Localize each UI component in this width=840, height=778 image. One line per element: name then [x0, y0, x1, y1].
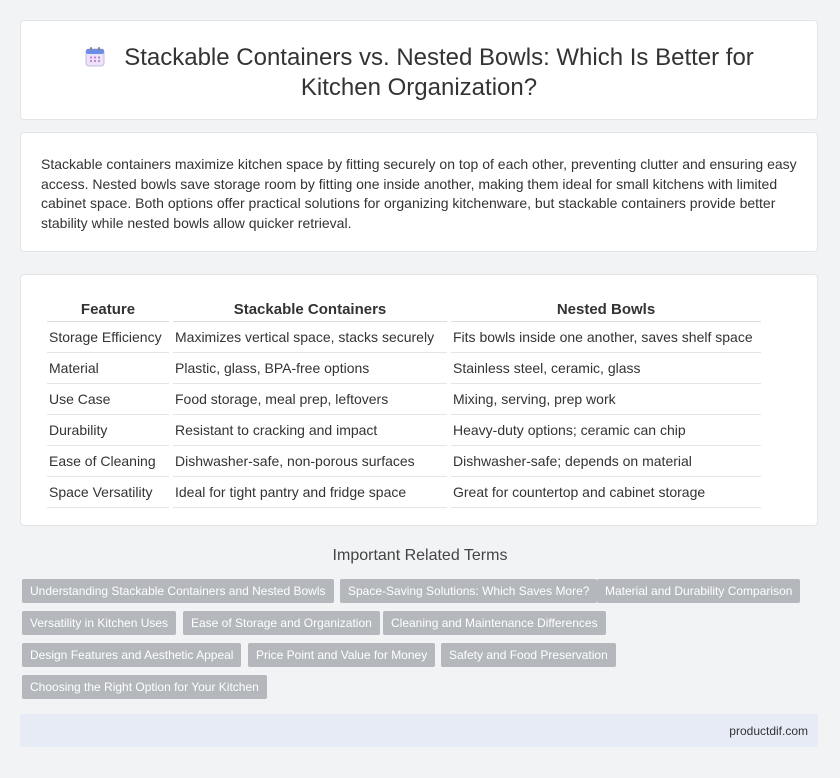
cell-nested: Fits bowls inside one another, saves shelf space [451, 322, 761, 353]
cell-feature: Space Versatility [47, 477, 169, 508]
comparison-table [43, 295, 765, 508]
related-term-tag[interactable]: Space-Saving Solutions: Which Saves More? [340, 579, 597, 603]
calendar-icon [84, 46, 106, 68]
cell-nested: Great for countertop and cabinet storage [451, 477, 761, 508]
page-title [61, 43, 777, 103]
related-term-tag[interactable]: Material and Durability Comparison [597, 579, 800, 603]
comparison-card [20, 274, 818, 526]
table-row [47, 415, 761, 446]
table-row [47, 322, 761, 353]
cell-nested: Heavy-duty options; ceramic can chip [451, 415, 761, 446]
related-term-tag[interactable]: Price Point and Value for Money [248, 643, 435, 667]
cell-stackable: Maximizes vertical space, stacks securely [173, 322, 447, 353]
cell-feature: Ease of Cleaning [47, 446, 169, 477]
related-term-tag[interactable]: Ease of Storage and Organization [183, 611, 380, 635]
cell-nested: Mixing, serving, prep work [451, 384, 761, 415]
cell-feature: Storage Efficiency [47, 322, 169, 353]
cell-stackable: Ideal for tight pantry and fridge space [173, 477, 447, 508]
related-term-tag[interactable]: Design Features and Aesthetic Appeal [22, 643, 241, 667]
related-term-tag[interactable]: Safety and Food Preservation [441, 643, 616, 667]
table-row [47, 384, 761, 415]
cell-stackable: Plastic, glass, BPA-free options [173, 353, 447, 384]
footer-site[interactable]: productdif.com [729, 724, 808, 738]
table-row [47, 477, 761, 508]
related-terms-heading: Important Related Terms [332, 547, 508, 564]
title-text: Stackable Containers vs. Nested Bowls: Which Is Better for Kitchen Organization? [124, 44, 754, 101]
header-stackable: Stackable Containers [173, 295, 447, 322]
table-header-row [47, 295, 761, 322]
cell-feature: Durability [47, 415, 169, 446]
cell-nested: Dishwasher-safe; depends on material [451, 446, 761, 477]
title-card [20, 20, 818, 120]
header-nested: Nested Bowls [451, 295, 761, 322]
related-term-tag[interactable]: Versatility in Kitchen Uses [22, 611, 176, 635]
related-term-tag[interactable]: Cleaning and Maintenance Differences [383, 611, 606, 635]
cell-stackable: Food storage, meal prep, leftovers [173, 384, 447, 415]
related-term-tag[interactable]: Choosing the Right Option for Your Kitchen [22, 675, 267, 699]
header-feature: Feature [47, 295, 169, 322]
cell-stackable: Dishwasher-safe, non-porous surfaces [173, 446, 447, 477]
cell-feature: Material [47, 353, 169, 384]
footer [20, 714, 818, 747]
intro-paragraph: Stackable containers maximize kitchen space by fitting securely on top of each other, preventing clutter and ensuring easy access. Nested bowls save storage room by fitting one inside another, making them ideal for small kitchens with limited cabinet space. Both options offer practical solutions for organizing kitchenware, but stackable containers provide better stability while nested bowls allow quicker retrieval. [41, 156, 797, 231]
cell-feature: Use Case [47, 384, 169, 415]
related-term-tag[interactable]: Understanding Stackable Containers and Nested Bowls [22, 579, 334, 603]
intro-card [20, 132, 818, 252]
table-row [47, 446, 761, 477]
cell-stackable: Resistant to cracking and impact [173, 415, 447, 446]
cell-nested: Stainless steel, ceramic, glass [451, 353, 761, 384]
table-row [47, 353, 761, 384]
